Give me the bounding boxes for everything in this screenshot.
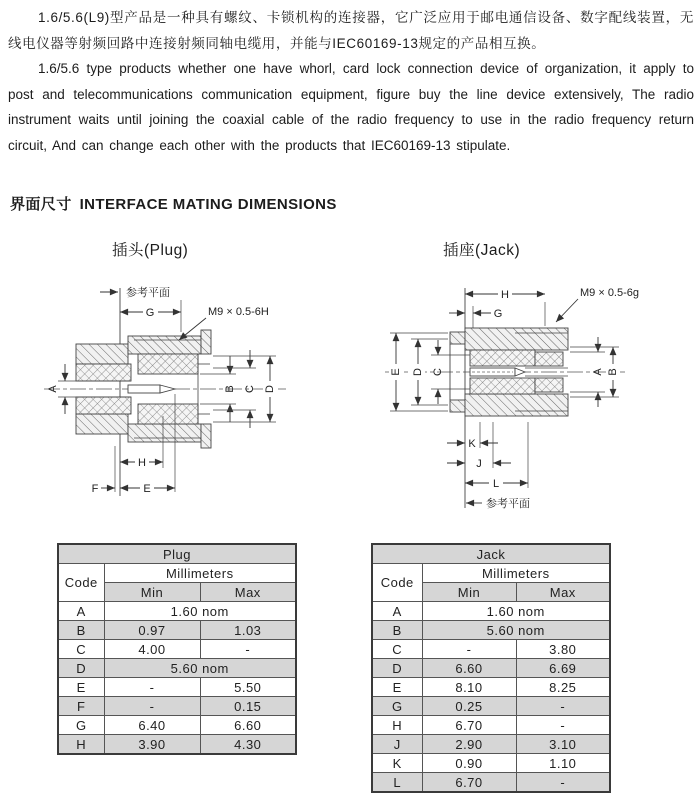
plug-dim-B-label: B (224, 385, 236, 393)
jack-reference-plane-label: 参考平面 (486, 498, 530, 510)
jack-dim-L (465, 422, 528, 490)
row-code: E (58, 678, 104, 697)
row-code: A (58, 602, 104, 621)
row-code: K (372, 754, 422, 773)
plug-thread-label: M9 × 0.5-6H (208, 306, 269, 318)
row-code: G (58, 716, 104, 735)
plug-body-section (128, 330, 211, 448)
table-row (372, 602, 610, 621)
jack-dim-D-label: D (412, 368, 424, 376)
table-row (372, 621, 610, 640)
table-row (58, 697, 296, 716)
plug-dim-F-label: F (91, 483, 99, 495)
plug-diagram (38, 276, 338, 538)
row-max: 4.30 (200, 735, 296, 755)
jack-dim-G (449, 306, 502, 328)
section-heading-en: INTERFACE MATING DIMENSIONS (79, 196, 337, 213)
table-row (58, 659, 296, 678)
row-max: - (516, 716, 610, 735)
table-row (372, 735, 610, 754)
table-row (372, 773, 610, 793)
row-value-span: 5.60 nom (422, 621, 610, 640)
row-code: G (372, 697, 422, 716)
row-code: D (372, 659, 422, 678)
plug-dim-D-label: D (264, 385, 276, 393)
row-max: 6.60 (200, 716, 296, 735)
row-min: - (104, 678, 200, 697)
plug-table (57, 543, 297, 755)
row-max: 1.03 (200, 621, 296, 640)
row-code: C (372, 640, 422, 659)
jack-table (371, 543, 611, 793)
jack-thread-label: M9 × 0.5-6g (580, 287, 640, 299)
plug-dim-E-label: E (143, 483, 151, 495)
row-code: H (372, 716, 422, 735)
jack-thread-callout (556, 287, 639, 322)
table-row (58, 678, 296, 697)
jack-col-min: Min (422, 583, 516, 602)
plug-dim-A-label: A (47, 385, 59, 393)
row-min: 3.90 (104, 735, 200, 755)
row-min: 6.70 (422, 773, 516, 793)
table-row (372, 640, 610, 659)
plug-dim-G-label: G (145, 307, 155, 319)
table-row (372, 659, 610, 678)
jack-dim-L-label: L (492, 478, 500, 490)
row-value-span: 1.60 nom (104, 602, 296, 621)
row-code: J (372, 735, 422, 754)
table-row (372, 697, 610, 716)
jack-col-code: Code (372, 564, 422, 602)
row-max: 8.25 (516, 678, 610, 697)
row-min: 6.40 (104, 716, 200, 735)
plug-col-min: Min (104, 583, 200, 602)
plug-table-unit-row (58, 564, 296, 583)
plug-table-title: Plug (58, 544, 296, 564)
table-row (58, 735, 296, 755)
table-row (58, 621, 296, 640)
jack-dim-B-label: B (607, 368, 619, 376)
jack-dim-E-label: E (390, 368, 402, 376)
section-heading (10, 193, 337, 214)
row-max: - (516, 773, 610, 793)
row-min: 8.10 (422, 678, 516, 697)
plug-dim-C-label: C (244, 385, 256, 393)
jack-dim-K-label: K (468, 438, 476, 450)
jack-table-unit-row (372, 564, 610, 583)
row-min: 4.00 (104, 640, 200, 659)
row-code: B (372, 621, 422, 640)
plug-thread-callout (179, 306, 269, 340)
row-min: 2.90 (422, 735, 516, 754)
jack-reference-plane-callout (466, 496, 530, 510)
table-row (58, 640, 296, 659)
row-code: F (58, 697, 104, 716)
row-max: 6.69 (516, 659, 610, 678)
row-code: A (372, 602, 422, 621)
row-min: 0.25 (422, 697, 516, 716)
row-max: - (200, 640, 296, 659)
intro-paragraph-cn: 1.6/5.6(L9)型产品是一种具有螺纹、卡锁机构的连接器，它广泛应用于邮电通信设备、数字配线装置，无线电仪器等射频回路中连接射频同轴电缆用，并能与IEC60169-13规定的产品相互换。 (8, 10, 694, 51)
table-row (58, 716, 296, 735)
table-row (58, 602, 296, 621)
row-min: - (422, 640, 516, 659)
plug-dim-F (92, 446, 115, 495)
row-code: B (58, 621, 104, 640)
jack-table-title-row (372, 544, 610, 564)
jack-col-unit: Millimeters (422, 564, 610, 583)
row-max: 5.50 (200, 678, 296, 697)
row-max: 3.80 (516, 640, 610, 659)
jack-table-title: Jack (372, 544, 610, 564)
row-min: 6.70 (422, 716, 516, 735)
row-code: C (58, 640, 104, 659)
jack-dim-J (447, 422, 511, 470)
row-code: L (372, 773, 422, 793)
table-row (372, 754, 610, 773)
intro-paragraph-en: 1.6/5.6 type products whether one have whorl, card lock connection device of organization, it apply to post and telecommunications communication equipment, figure buy the line device extensively, The radio instrument waits until joining the coaxial cable of the radio frequency to use in the radio frequency return circuit, And can change each other with the products that IEC60169-13 stipulate. (8, 61, 694, 153)
plug-col-code: Code (58, 564, 104, 602)
plug-reference-plane-callout (100, 285, 170, 299)
row-max: 0.15 (200, 697, 296, 716)
row-value-span: 1.60 nom (422, 602, 610, 621)
row-min: - (104, 697, 200, 716)
row-max: - (516, 697, 610, 716)
row-code: H (58, 735, 104, 755)
jack-figure-title: 插座(Jack) (443, 242, 521, 259)
row-max: 3.10 (516, 735, 610, 754)
row-max: 1.10 (516, 754, 610, 773)
row-min: 0.97 (104, 621, 200, 640)
row-min: 6.60 (422, 659, 516, 678)
plug-dim-H-label: H (138, 457, 146, 469)
jack-dim-J-label: J (476, 458, 482, 470)
plug-reference-plane-label: 参考平面 (126, 287, 170, 299)
plug-col-max: Max (200, 583, 296, 602)
jack-dim-K (447, 422, 498, 450)
table-row (372, 716, 610, 735)
plug-figure-title: 插头(Plug) (112, 242, 189, 259)
row-code: D (58, 659, 104, 678)
plug-table-title-row (58, 544, 296, 564)
jack-dim-A-label: A (592, 368, 604, 376)
jack-dim-H (465, 287, 545, 326)
row-code: E (372, 678, 422, 697)
plug-col-unit: Millimeters (104, 564, 296, 583)
row-min: 0.90 (422, 754, 516, 773)
jack-col-max: Max (516, 583, 610, 602)
row-value-span: 5.60 nom (104, 659, 296, 678)
plug-dim-G (120, 300, 181, 332)
section-heading-cn: 界面尺寸 (10, 196, 72, 213)
jack-diagram (385, 276, 700, 546)
jack-dim-H-label: H (501, 289, 509, 301)
table-row (372, 678, 610, 697)
jack-dim-C-label: C (432, 368, 444, 376)
jack-dim-G-label: G (493, 308, 503, 320)
